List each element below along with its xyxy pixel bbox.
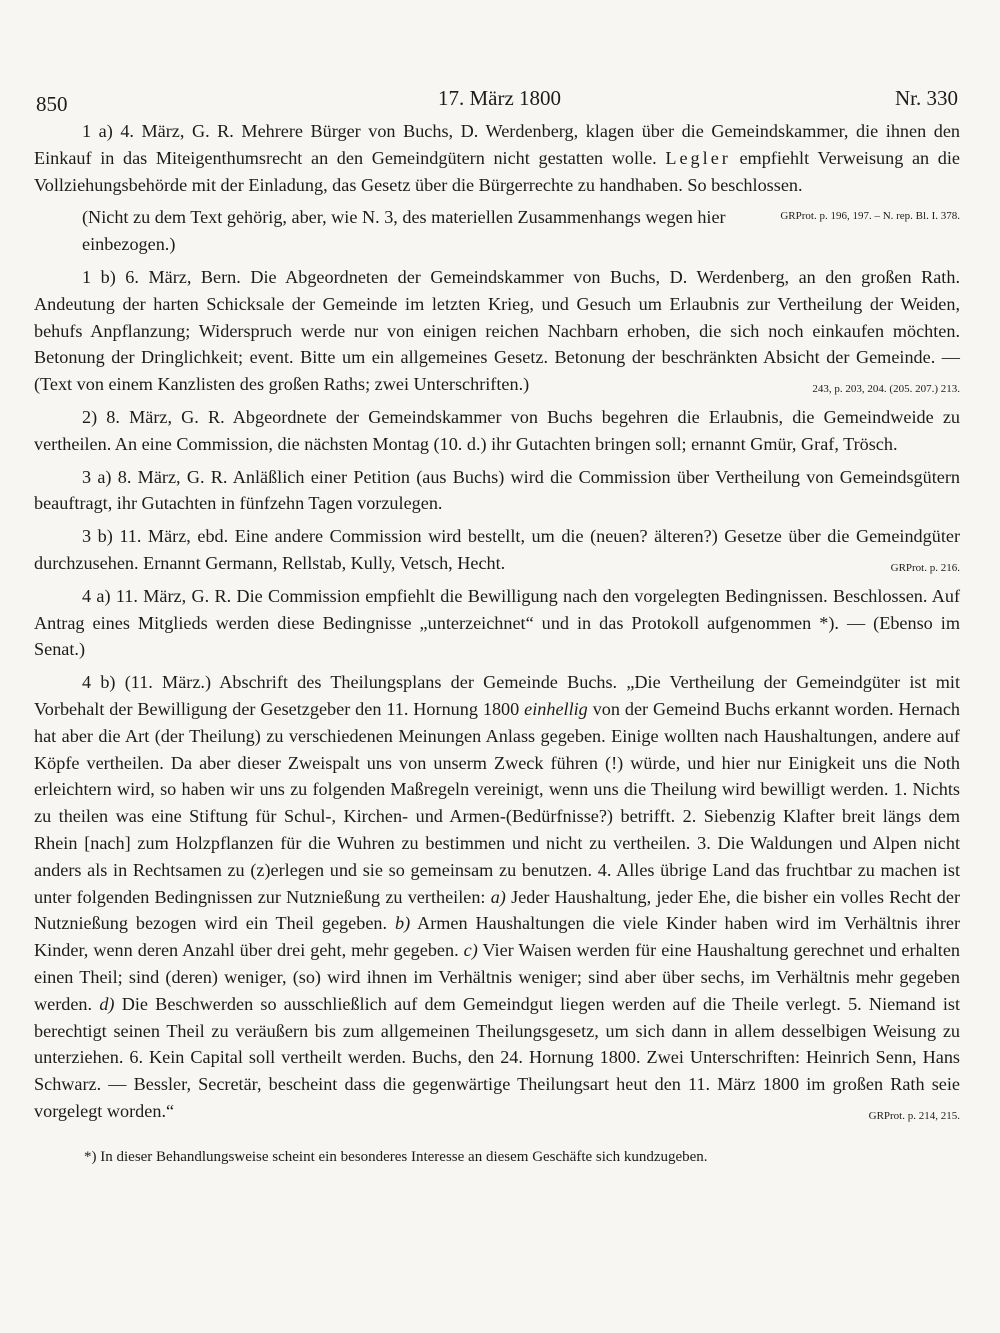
list-marker: d) [99, 993, 115, 1014]
reference: GRProt. p. 216. [890, 561, 960, 574]
entry-text: (11. März.) Abschrift des Theilungsplans der Gemeinde Buchs. „Die Vertheilung der Gemeindgüter ist mit Vorbehalt der Bewilligung der Gesetzgeber den 11. Hornung 1800 [34, 672, 961, 719]
reference: GRProt. p. 196, 197. – N. rep. Bl. I. 378. [780, 210, 960, 223]
entry-label: 1 b) [82, 266, 116, 287]
entry-label: 3 b) [82, 526, 113, 547]
document-number: Nr. 330 [895, 86, 958, 110]
entry-2 [34, 404, 960, 458]
list-marker: b) [394, 913, 411, 934]
entry-text: Armen Haushaltungen die viele Kinder haben wird im Verhältnis ihrer Kinder, wenn deren Anzahl über drei geht, mehr gegeben. [34, 913, 961, 961]
list-marker: c) [463, 940, 478, 961]
entry-3b [34, 523, 960, 577]
footnote: *) In dieser Behandlungsweise scheint ein besonderes Interesse an diesem Geschäfte sich kundzugeben. [84, 1148, 708, 1165]
editorial-note: (Nicht zu dem Text gehörig, aber, wie N. 3, des materiellen Zusammenhangs wegen hier einbezogen.) [82, 207, 726, 255]
entry-4a [34, 583, 960, 663]
person-name: Legler [665, 147, 731, 168]
page-number: 850 [36, 92, 68, 116]
italic-word: einhellig [524, 698, 588, 719]
entry-text: 4. März, G. R. Mehrere Bürger von Buchs, D. Werdenberg, klagen über die Gemeindskammer, die ihnen den Einkauf in das Miteigenthumsrecht an den Gemeindgütern nicht gestatten wolle. [34, 121, 960, 168]
entry-label: 1 a) [82, 121, 113, 141]
entry-label: 2) [82, 406, 98, 427]
entry-label: 3 a) [82, 466, 112, 487]
entry-text: 6. März, Bern. Die Abgeordneten der Gemeindskammer von Buchs, D. Werdenberg, an den großen Rath. Andeutung der harten Schicksale der Gemeinde im letzten Krieg, und Gesuch um Erlaubnis zur Vertheilung der Weiden, behufs Anpflanzung; Widerspruch werde nur von einigen reichen Nachbarn erhoben, die sich noch einkaufen möchten. Betonung der Dringlichkeit; event. Bitte um ein allgemeines Gesetz. Betonung der beschränkten Absicht der Gemeinde. — (Text von einem Kanzlisten des großen Raths; zwei Unterschriften.) [34, 266, 960, 395]
entry-text: 8. März, G. R. Abgeordnete der Gemeindskammer von Buchs begehren die Erlaubnis, die Gemeindweide zu vertheilen. An eine Commission, die nächsten Montag (10. d.) ihr Gutachten bringen soll; ernannt Gmür, Graf, Trösch. [34, 406, 961, 454]
entry-text: 11. März, ebd. Eine andere Commission wird bestellt, um die (neuen? älteren?) Gesetze über die Gemeindgüter durchzusehen. Ernannt Germann, Rellstab, Kully, Vetsch, Hecht. [34, 526, 961, 573]
entry-1a [34, 118, 961, 223]
entry-label: 4 a) [82, 585, 111, 606]
entry-text: 11. März, G. R. Die Commission empfiehlt die Bewilligung nach den vorgelegten Bedingnissen. Beschlossen. Auf Antrag eines Mitglieds werden diese Bedingnisse „unterzeichnet“ und in das Protokoll aufgenommen *). — (Ebenso im Senat.) [34, 585, 960, 660]
page-date: 17. März 1800 [438, 86, 562, 110]
entry-text: Die Beschwerden so ausschließlich auf dem Gemeindgut liegen werden auf die Theile verlegt. 5. Niemand ist berechtigt seinen Theil zu veräußern bis zum allgemeinen Theilungsgesetz, um sich dann in allem desselbigen Weisung zu unterziehen. 6. Kein Capital soll vertheilt werden. Buchs, den 24. Hornung 1800. Zwei Unterschriften: Heinrich Senn, Hans Schwarz. — Bessler, Secretär, bescheint dass die gegenwärtige Theilungsart heut den 11. März 1800 im großen Rath seie vorgelegt worden.“ [34, 993, 961, 1121]
entry-label: 4 b) [82, 672, 116, 693]
entry-text: Jeder Haushaltung, jeder Ehe, die bisher ein volles Recht der Nutznießung bezogen wird ein Theil gegeben. [34, 886, 960, 934]
entry-1b [34, 264, 960, 398]
entry-text: 8. März, G. R. Anläßlich einer Petition (aus Buchs) wird die Commission über Vertheilung von Gemeindsgütern beauftragt, ihr Gutachten in fünfzehn Tagen vorzulegen. [34, 466, 960, 514]
list-marker: a) [490, 886, 506, 907]
entry-text: von der Gemeind Buchs erkannt worden. Hernach hat aber die Art (der Theilung) zu verschiedenen Meinungen Anlass gegeben. Einige wollten nach Haushaltungen, andere auf Köpfe vertheilen. Da aber dieser Zweispalt uns von unserm Zweck führen (!) würde, und hier nur Einigkeit uns die Noth erleichtern wird, so haben wir uns zu folgenden Maßregeln vereinigt, wenn uns die Theilung wird bewilligt werden. 1. Nichts zu theilen was eine Stiftung für Schul-, Kirchen- und Armen-(Bedürfnisse?) betrifft. 2. Siebenzig Klafter breit längs dem Rhein [nach] zum Holzpflanzen für die Wuhren zu bestimmen und nicht zu vertheilen. 3. Die Waldungen und Alpen nicht anders als in Rechtsamen zu (z)erlegen und sie so gemeinsam zu benutzen. 4. Alles übrige Land das fruchtbar zu machen ist unter folgenden Bedingnissen zur Nutznießung zu vertheilen: [34, 698, 960, 907]
document-page [34, 82, 960, 1167]
entry-text: empfiehlt Verweisung an die Vollziehungsbehörde mit der Einladung, das Gesetz über die Bürgerrechte zu handhaben. So beschlossen. [34, 147, 961, 195]
reference: GRProt. p. 214, 215. [868, 1109, 960, 1122]
entry-4b [34, 669, 960, 1125]
entry-text: Vier Waisen werden für eine Haushaltung gerechnet und erhalten einen Theil; sind (deren) weniger, (so) wird ihnen im Verhältnis weniger; sind aber über sechs, im Verhältnis mehr gegeben werden. [34, 940, 960, 1014]
entry-3a [34, 464, 960, 518]
reference: 243, p. 203, 204. (205. 207.) 213. [812, 383, 960, 396]
page-header [34, 82, 960, 118]
